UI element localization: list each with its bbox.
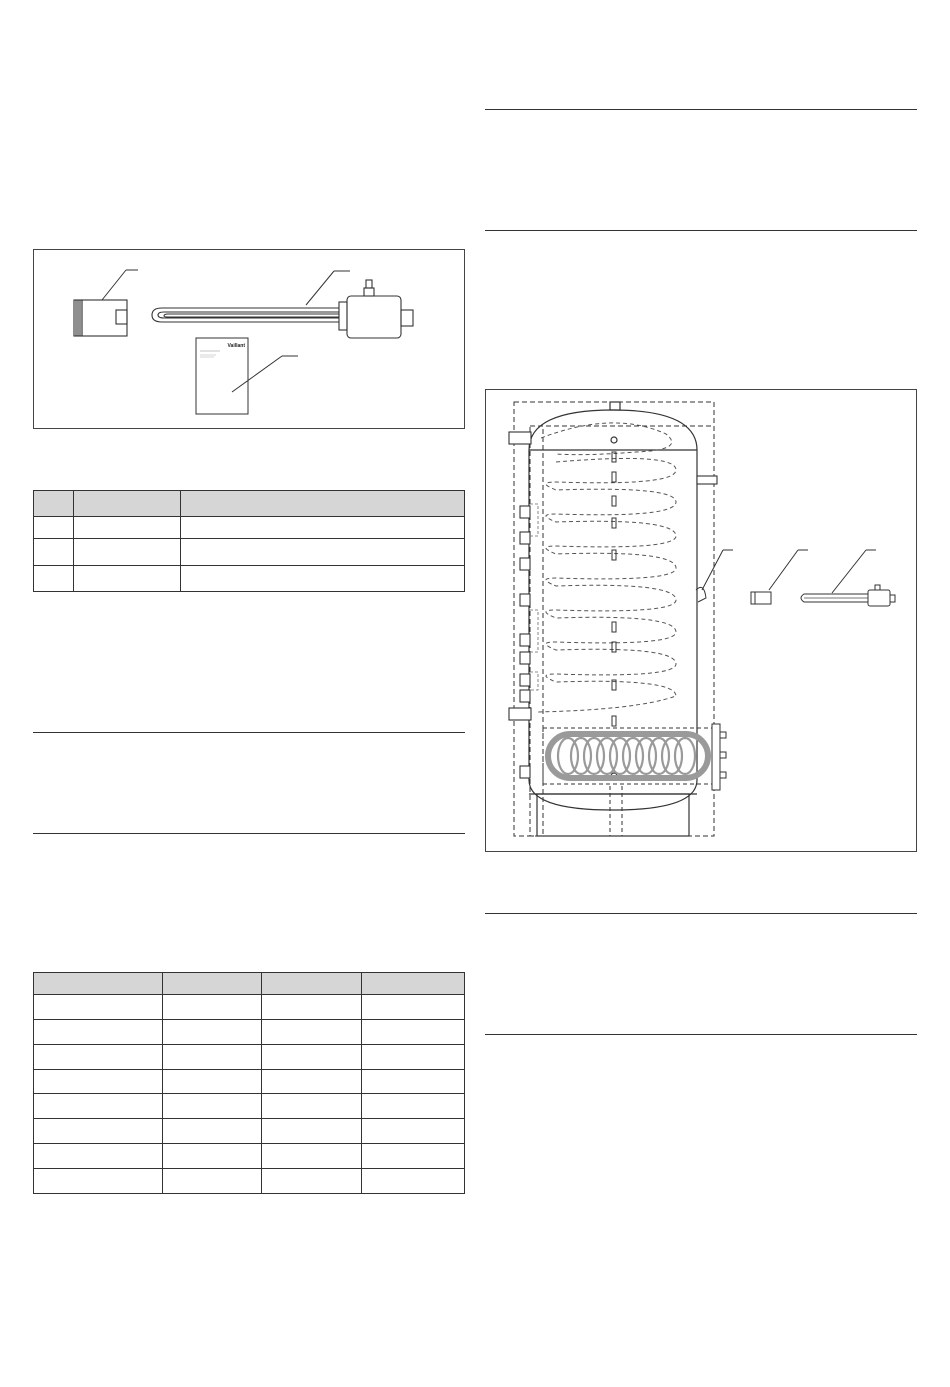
section-divider <box>33 833 465 834</box>
table-cell <box>163 1119 262 1144</box>
table-header-cell <box>362 973 465 995</box>
table-header-cell <box>74 491 181 517</box>
figure-scope-of-delivery <box>33 249 465 429</box>
table-cell <box>34 566 74 592</box>
table-cell <box>181 517 465 539</box>
manual-brand-logo: Vaillant <box>227 343 245 349</box>
table-cell <box>74 539 181 566</box>
table-cell <box>34 1144 163 1169</box>
callout-line-b <box>769 550 798 590</box>
table-row <box>34 1119 465 1144</box>
small-immersion-heater <box>801 585 895 606</box>
table-cell <box>163 1070 262 1094</box>
small-threaded-plug <box>751 592 771 604</box>
table-cell <box>74 566 181 592</box>
immersion-heater-drawing <box>152 280 413 338</box>
table-cell <box>34 1045 163 1070</box>
scope-of-delivery-drawing <box>34 250 464 428</box>
table-row <box>34 1169 465 1194</box>
table-cell <box>362 1070 465 1094</box>
table-header-cell <box>34 973 163 995</box>
callout-line-a <box>702 550 723 590</box>
table-cell <box>181 539 465 566</box>
table-cell <box>181 566 465 592</box>
table-header-cell <box>181 491 465 517</box>
callout-line-2 <box>306 271 334 305</box>
cylinder-installation-drawing <box>486 390 916 851</box>
table-row <box>34 539 465 566</box>
table-cell <box>163 995 262 1020</box>
table-cell <box>262 1020 362 1045</box>
table-cell <box>262 995 362 1020</box>
table-cell <box>163 1094 262 1119</box>
table-cell <box>163 1144 262 1169</box>
table-cell <box>74 517 181 539</box>
table-cell <box>362 1169 465 1194</box>
table-cell <box>262 1094 362 1119</box>
table-row <box>34 1094 465 1119</box>
table-row <box>34 1070 465 1094</box>
table-row <box>34 1020 465 1045</box>
section-divider <box>485 913 917 914</box>
table-cell <box>34 517 74 539</box>
table-cell <box>34 995 163 1020</box>
table-cell <box>262 1070 362 1094</box>
table-row <box>34 995 465 1020</box>
table-cell <box>362 1020 465 1045</box>
section-divider <box>485 109 917 110</box>
table-cell <box>362 1119 465 1144</box>
table-cell <box>362 1144 465 1169</box>
table-header-row <box>34 973 465 995</box>
table-row <box>34 517 465 539</box>
section-divider <box>485 230 917 231</box>
sensor-pockets <box>612 452 616 726</box>
table-cell <box>262 1169 362 1194</box>
section-divider <box>33 732 465 733</box>
table-cell <box>34 539 74 566</box>
table-cell <box>163 1045 262 1070</box>
figure-cylinder-installation <box>485 389 917 852</box>
table-cell <box>362 1045 465 1070</box>
technical-data-table <box>33 972 465 1194</box>
table-row <box>34 1144 465 1169</box>
table-cell <box>362 995 465 1020</box>
table-cell <box>262 1144 362 1169</box>
callout-line-1 <box>102 270 126 300</box>
table-cell <box>34 1070 163 1094</box>
table-header-cell <box>34 491 74 517</box>
table-row <box>34 1045 465 1070</box>
upper-coil <box>536 423 676 712</box>
table-header-row <box>34 491 465 517</box>
table-cell <box>34 1020 163 1045</box>
manual-drawing <box>196 338 248 414</box>
table-header-cell <box>262 973 362 995</box>
scope-of-delivery-table <box>33 490 465 592</box>
table-cell <box>262 1045 362 1070</box>
table-cell <box>163 1169 262 1194</box>
immersion-heater-port <box>543 724 726 790</box>
table-cell <box>362 1094 465 1119</box>
table-cell <box>34 1169 163 1194</box>
callout-line-c <box>832 550 866 593</box>
threaded-plug-drawing <box>74 300 127 336</box>
table-header-cell <box>163 973 262 995</box>
table-cell <box>262 1119 362 1144</box>
table-cell <box>34 1094 163 1119</box>
section-divider <box>485 1034 917 1035</box>
table-row <box>34 566 465 592</box>
table-cell <box>34 1119 163 1144</box>
table-cell <box>163 1020 262 1045</box>
